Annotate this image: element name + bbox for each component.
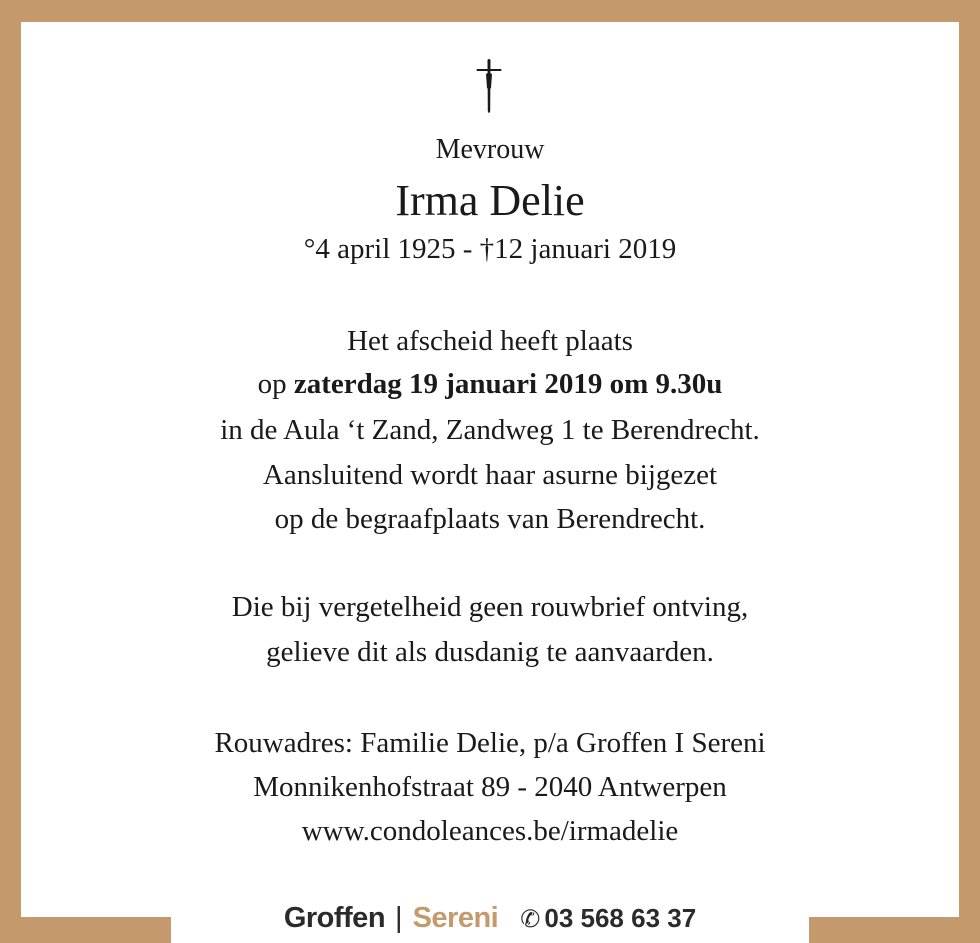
brand-separator: |	[395, 902, 403, 934]
ceremony-line-4: Aansluitend wordt haar asurne bijgezet	[262, 459, 718, 491]
funeral-home-footer	[0, 896, 980, 940]
ceremony-line-1: Het afscheid heeft plaats	[347, 325, 633, 357]
note-line-1: Die bij vergetelheid geen rouwbrief ontving,	[231, 591, 749, 623]
phone-number: 03 568 63 37	[544, 903, 697, 933]
ceremony-datetime: zaterdag 19 januari 2019 om 9.30u	[293, 368, 723, 400]
cross-icon	[469, 58, 509, 116]
ceremony-line-2-prefix: op	[257, 368, 294, 400]
life-dates: °4 april 1925 - †12 januari 2019	[303, 233, 677, 265]
phone-icon: ✆	[520, 906, 541, 933]
ceremony-line-5: op de begraafplaats van Berendrecht.	[274, 503, 706, 535]
address-line-1: Rouwadres: Familie Delie, p/a Groffen I Sereni	[214, 727, 766, 759]
brand-groffen: Groffen	[283, 902, 386, 934]
deceased-name: Irma Delie	[395, 176, 585, 225]
ceremony-line-3: in de Aula ‘t Zand, Zandweg 1 te Berendrecht.	[220, 414, 760, 446]
note-line-2: gelieve dit als dusdanig te aanvaarden.	[266, 636, 714, 668]
ceremony-line-2	[0, 368, 980, 401]
brand-sereni: Sereni	[412, 902, 499, 934]
honorific: Mevrouw	[435, 134, 545, 165]
address-line-2: Monnikenhofstraat 89 - 2040 Antwerpen	[253, 771, 727, 803]
address-line-3: www.condoleances.be/irmadelie	[301, 815, 679, 847]
